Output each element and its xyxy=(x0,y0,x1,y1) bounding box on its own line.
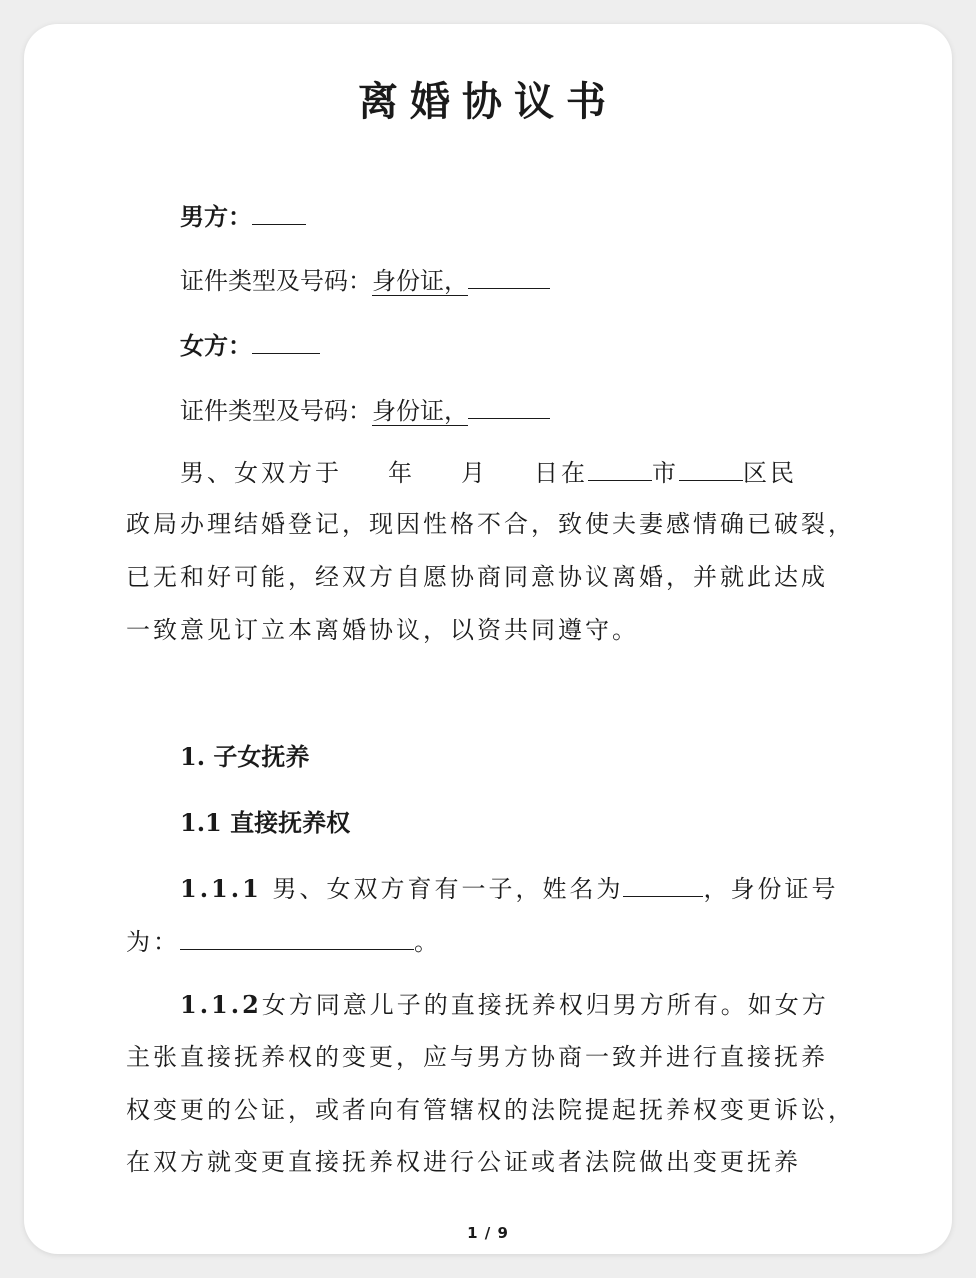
intro-city: 市 xyxy=(652,459,679,487)
clause-112-line-3: 权变更的公证，或者向有管辖权的法院提起抚养权变更诉讼， xyxy=(126,1096,855,1124)
sub-section-heading: 1.1 直接抚养权 xyxy=(180,808,351,837)
section-heading: 1. 子女抚养 xyxy=(180,742,310,771)
clause-111-text-a: 男、女双方育有一子，姓名为 xyxy=(272,875,624,903)
intro-line-3: 已无和好可能，经双方自愿协商同意协议离婚，并就此达成 xyxy=(126,563,828,591)
intro-day: 日在 xyxy=(534,459,588,487)
intro-line-1 xyxy=(180,456,797,489)
child-id-blank xyxy=(180,925,414,950)
page-number: 1 / 9 xyxy=(467,1224,509,1242)
female-party-line xyxy=(180,329,320,362)
clause-111-number: 1.1.1 xyxy=(180,874,262,903)
male-id-value: 身份证， xyxy=(372,267,468,295)
clause-111-line-2 xyxy=(126,925,441,958)
intro-district: 区民 xyxy=(743,459,797,487)
clause-111-end: 。 xyxy=(414,928,441,956)
clause-112-text-1: 女方同意儿子的直接抚养权归男方所有。如女方 xyxy=(261,991,829,1019)
male-name-blank xyxy=(252,200,306,225)
clause-112-line-2: 主张直接抚养权的变更，应与男方协商一致并进行直接抚养 xyxy=(126,1043,828,1071)
female-label: 女方： xyxy=(180,331,252,360)
intro-line-2: 政局办理结婚登记，现因性格不合，致使夫妻感情确已破裂， xyxy=(126,510,855,538)
intro-month: 月 xyxy=(461,459,488,487)
female-id-blank xyxy=(468,394,550,419)
female-name-blank xyxy=(252,329,320,354)
clause-111-text-b: ，身份证号 xyxy=(703,875,839,903)
clause-112-number: 1.1.2 xyxy=(180,990,262,1019)
intro-year: 年 xyxy=(388,459,415,487)
female-id-line xyxy=(180,394,550,427)
male-id-blank xyxy=(468,264,550,289)
male-label: 男方： xyxy=(180,202,252,231)
intro-city-blank xyxy=(588,456,652,481)
clause-112-line-1 xyxy=(180,989,829,1021)
male-party-line xyxy=(180,200,306,233)
male-id-label: 证件类型及号码： xyxy=(180,267,372,295)
clause-111-line-1 xyxy=(180,872,838,905)
female-id-value: 身份证， xyxy=(372,397,468,425)
document-page xyxy=(24,24,952,1254)
clause-111-text-c: 为： xyxy=(126,928,180,956)
intro-district-blank xyxy=(679,456,743,481)
page-title: 离婚协议书 xyxy=(358,78,618,125)
intro-text-a: 男、女双方于 xyxy=(180,459,342,487)
child-name-blank xyxy=(623,872,703,897)
clause-112-line-4: 在双方就变更直接抚养权进行公证或者法院做出变更抚养 xyxy=(126,1148,801,1176)
intro-line-4: 一致意见订立本离婚协议，以资共同遵守。 xyxy=(126,616,639,644)
male-id-line xyxy=(180,264,550,297)
female-id-label: 证件类型及号码： xyxy=(180,397,372,425)
